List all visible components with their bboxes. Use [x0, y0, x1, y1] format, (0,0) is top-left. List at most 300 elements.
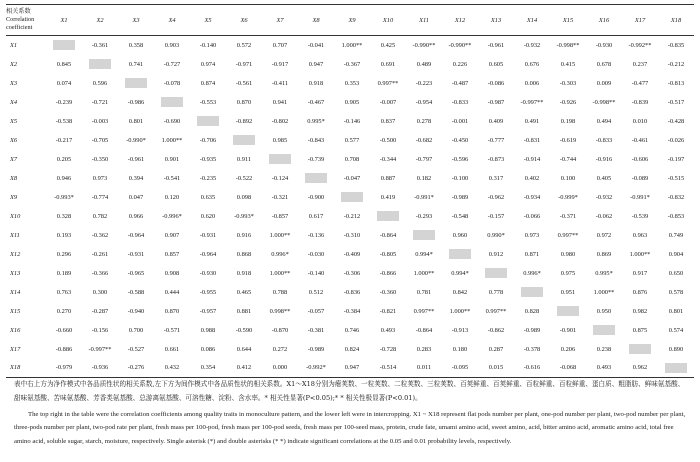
table-cell: -0.954	[415, 98, 433, 106]
table-cell: 0.605	[488, 60, 504, 68]
table-cell: -0.619	[559, 136, 577, 144]
table-cell: -0.590	[235, 326, 253, 334]
table-cell: 0.875	[632, 326, 648, 334]
table-cell: 1.000**	[593, 288, 615, 296]
table-cell: 0.972	[596, 231, 612, 239]
table-row	[6, 55, 694, 74]
table-row	[6, 359, 694, 378]
table-cell: 0.707	[272, 41, 288, 49]
column-header: X3	[118, 5, 154, 36]
table-row	[6, 112, 694, 131]
table-cell: -0.914	[523, 155, 541, 163]
row-label: X11	[10, 231, 20, 239]
table-cell: -0.990*	[126, 136, 146, 144]
table-cell: 0.824	[344, 345, 360, 353]
table-cell: -0.957	[199, 307, 217, 315]
table-cell: -0.366	[91, 269, 109, 277]
table-row	[6, 188, 694, 207]
table-cell: -0.596	[451, 155, 469, 163]
table-cell: 0.278	[416, 117, 432, 125]
table-cell: 0.493	[586, 359, 622, 378]
table-cell: -0.962	[487, 193, 505, 201]
table-cell: -0.705	[91, 136, 109, 144]
column-header: X13	[478, 5, 514, 36]
diagonal-shade	[161, 97, 183, 107]
table-cell: 0.997**	[485, 307, 507, 315]
table-cell: -0.515	[667, 174, 685, 182]
row-label: X16	[10, 326, 21, 334]
diagonal-shade	[665, 363, 687, 373]
table-cell: -0.930	[595, 41, 613, 49]
table-cell: -0.931	[127, 250, 145, 258]
table-cell: -0.986	[127, 98, 145, 106]
table-cell: 0.870	[236, 98, 252, 106]
table-cell: 0.890	[668, 345, 684, 353]
table-cell: 0.918	[236, 269, 252, 277]
diagonal-shade	[53, 40, 75, 50]
table-cell: 0.465	[236, 288, 252, 296]
column-header: X16	[586, 5, 622, 36]
table-cell: -0.797	[415, 155, 433, 163]
table-cell: 0.950	[596, 307, 612, 315]
table-cell: -0.239	[55, 98, 73, 106]
table-cell: -0.303	[559, 79, 577, 87]
table-cell: -0.843	[307, 136, 325, 144]
table-cell: 1.000**	[413, 269, 435, 277]
table-cell: 0.206	[560, 345, 576, 353]
table-cell: 0.997**	[557, 231, 579, 239]
table-cell: 0.047	[128, 193, 144, 201]
table-cell: 0.700	[128, 326, 144, 334]
diagonal-shade	[89, 59, 111, 69]
table-cell: -0.721	[91, 98, 109, 106]
table-cell: -0.987	[487, 98, 505, 106]
table-cell: -0.866	[379, 269, 397, 277]
table-row	[6, 283, 694, 302]
table-cell: -0.853	[667, 212, 685, 220]
table-cell: 0.489	[416, 60, 432, 68]
table-cell: 0.951	[560, 288, 576, 296]
column-header: X10	[370, 5, 406, 36]
row-label: X5	[10, 117, 18, 125]
table-cell: -0.998**	[592, 98, 616, 106]
row-label: X7	[10, 155, 18, 163]
table-cell: 0.180	[452, 345, 468, 353]
table-cell: 1.000**	[269, 269, 291, 277]
table-cell: 0.425	[380, 41, 396, 49]
table-cell: -0.990**	[448, 41, 472, 49]
table-cell: -0.930	[199, 269, 217, 277]
diagonal-shade	[197, 116, 219, 126]
diagonal-cell	[370, 207, 406, 226]
table-cell: -0.606	[631, 155, 649, 163]
table-cell: -0.030	[307, 250, 325, 258]
table-cell: 0.876	[632, 288, 648, 296]
diagonal-cell	[478, 264, 514, 283]
table-cell: 0.577	[344, 136, 360, 144]
table-cell: 0.419	[380, 193, 396, 201]
diagonal-shade	[449, 249, 471, 259]
table-cell: 0.763	[56, 288, 72, 296]
table-cell: 0.402	[524, 174, 540, 182]
table-cell: 0.708	[344, 155, 360, 163]
diagonal-shade	[377, 211, 399, 221]
table-cell: -0.588	[127, 288, 145, 296]
table-cell: 0.996*	[271, 250, 289, 258]
table-cell: -0.066	[523, 212, 541, 220]
table-cell: 0.635	[200, 193, 216, 201]
table-cell: 0.905	[344, 98, 360, 106]
table-cell: -0.832	[667, 193, 685, 201]
table-cell: -0.124	[271, 174, 289, 182]
row-label: X10	[10, 212, 21, 220]
table-cell: -0.862	[487, 326, 505, 334]
table-cell: -0.212	[343, 212, 361, 220]
table-cell: -0.998**	[556, 41, 580, 49]
table-cell: -0.306	[343, 269, 361, 277]
table-cell: -0.993*	[234, 212, 254, 220]
table-cell: -0.026	[667, 136, 685, 144]
table-cell: -0.057	[307, 307, 325, 315]
table-cell: -0.561	[235, 79, 253, 87]
table-cell: 0.205	[56, 155, 72, 163]
table-cell: -0.409	[343, 250, 361, 258]
column-header: X1	[46, 5, 82, 36]
table-cell: -0.833	[451, 98, 469, 106]
table-cell: 0.985	[272, 136, 288, 144]
diagonal-cell	[82, 55, 118, 74]
table-cell: 0.918	[308, 79, 324, 87]
table-cell: -0.964	[127, 231, 145, 239]
table-cell: -0.990**	[412, 41, 436, 49]
row-label: X12	[10, 250, 21, 258]
column-header: X15	[550, 5, 586, 36]
table-cell: 0.405	[596, 174, 612, 182]
table-cell: -0.690	[163, 117, 181, 125]
table-cell: -0.836	[343, 288, 361, 296]
table-cell: 0.617	[308, 212, 324, 220]
column-header: X4	[154, 5, 190, 36]
table-cell: -0.321	[271, 193, 289, 201]
table-cell: 0.941	[272, 98, 288, 106]
table-cell: -0.136	[307, 231, 325, 239]
table-cell: 0.801	[128, 117, 144, 125]
diagonal-cell	[406, 226, 442, 245]
diagonal-cell	[226, 131, 262, 150]
table-row	[6, 36, 694, 55]
table-cell: -0.350	[91, 155, 109, 163]
table-cell: -0.100	[451, 174, 469, 182]
table-cell: 0.995*	[595, 269, 613, 277]
table-cell: -0.047	[343, 174, 361, 182]
table-cell: 0.947	[308, 60, 324, 68]
table-row	[6, 226, 694, 245]
diagonal-cell	[442, 245, 478, 264]
table-cell: -0.571	[163, 326, 181, 334]
diagonal-shade	[341, 192, 363, 202]
table-cell: 0.903	[164, 41, 180, 49]
table-cell: 0.778	[488, 288, 504, 296]
table-cell: -0.892	[235, 117, 253, 125]
column-header: X12	[442, 5, 478, 36]
table-cell: 0.887	[380, 174, 396, 182]
table-cell: -0.955	[199, 288, 217, 296]
table-cell: -0.940	[127, 307, 145, 315]
table-cell: 0.296	[56, 250, 72, 258]
table-cell: 0.982	[632, 307, 648, 315]
table-cell: -0.197	[667, 155, 685, 163]
corner-label-cn: 相关系数	[6, 8, 31, 15]
table-cell: 0.998**	[269, 307, 291, 315]
table-note-english: The top right in the table were the correlation coefficients among quality traits in monoculture pattern, and the lower left were in intercropping. X1 ~ X18 represent flat pods number per plant, one-pod number per plant, two-pod number per plant, three-pods number per plant, two-pod rate per plant, fresh mass per 100-pod, fresh mass per 100-pod seeds, fresh mass per 100-seed mass, protein, crude fate, umami amino acid, sweet amino, acid, bitter amino acid, aromatic amino acid, total free amino acid, soluble sugar, starch, moisture, respectively. Single asterisk (*) and double asterisks (* *) indicate significant correlations at the 0.05 and 0.01 probability levels, respectively.	[14, 411, 686, 445]
table-cell: -0.095	[442, 359, 478, 378]
column-header: X9	[334, 5, 370, 36]
table-cell: -0.411	[271, 79, 289, 87]
table-cell: 0.300	[92, 288, 108, 296]
table-cell: 0.493	[380, 326, 396, 334]
table-cell: 0.996*	[523, 269, 541, 277]
diagonal-cell	[658, 359, 694, 378]
table-cell: -0.917	[271, 60, 289, 68]
table-cell: -0.864	[415, 326, 433, 334]
table-cell: 0.973	[92, 174, 108, 182]
table-cell: 0.412	[226, 359, 262, 378]
table-cell: 0.963	[632, 231, 648, 239]
column-header: X8	[298, 5, 334, 36]
diagonal-shade	[485, 268, 507, 278]
table-cell: -0.979	[46, 359, 82, 378]
table-cell: 0.857	[164, 250, 180, 258]
table-cell: -0.467	[307, 98, 325, 106]
table-cell: -0.378	[523, 345, 541, 353]
table-cell: 0.973	[524, 231, 540, 239]
table-cell: -0.522	[235, 174, 253, 182]
diagonal-shade	[629, 344, 651, 354]
table-cell: -0.287	[91, 307, 109, 315]
table-note-chinese: 表中右上方为净作模式中各品质性状的相关系数,左下方为间作模式中各品质性状的相关系数。X1～X18分别为瘪荚数、一粒荚数、二粒荚数、三粒荚数、百荚鲜重、百荚鲜重、百粒鲜重、百粒鲜重、蛋白质、粗脂肪、鲜味氨基酸、甜味氨基酸、苦味氨基酸、芳香类氨基酸、总游离氨基酸、可溶性糖、淀粉、含水率。* 相关性显著(P<0.05);* * 相关性极显著(P<0.01)。	[14, 380, 685, 402]
table-cell: 1.000**	[161, 136, 183, 144]
table-cell: -0.362	[91, 231, 109, 239]
table-cell: -0.235	[199, 174, 217, 182]
corner-label-en: Correlation coefficient	[6, 16, 35, 31]
table-cell: 0.074	[56, 79, 72, 87]
table-cell: 0.086	[200, 345, 216, 353]
table-cell: -0.901	[559, 326, 577, 334]
table-cell: -0.961	[127, 155, 145, 163]
diagonal-cell	[622, 340, 658, 359]
table-cell: 0.572	[236, 41, 252, 49]
table-cell: 0.353	[344, 79, 360, 87]
table-cell: 0.874	[200, 79, 216, 87]
table-cell: 0.788	[272, 288, 288, 296]
table-cell: 0.904	[668, 250, 684, 258]
table-cell: -0.999*	[558, 193, 578, 201]
table-cell: -0.146	[343, 117, 361, 125]
row-label: X4	[10, 98, 18, 106]
table-cell: -0.821	[379, 307, 397, 315]
column-header: X11	[406, 5, 442, 36]
row-label: X9	[10, 193, 18, 201]
table-cell: 0.966	[128, 212, 144, 220]
table-cell: -0.833	[595, 136, 613, 144]
table-cell: -0.001	[451, 117, 469, 125]
table-row	[6, 131, 694, 150]
column-header: X5	[190, 5, 226, 36]
diagonal-cell	[262, 150, 298, 169]
table-cell: 0.997**	[413, 307, 435, 315]
table-cell: -0.616	[514, 359, 550, 378]
table-cell: -0.140	[199, 41, 217, 49]
table-cell: -0.223	[415, 79, 433, 87]
table-cell: 0.962	[622, 359, 658, 378]
table-cell: -0.989	[451, 193, 469, 201]
table-cell: 0.994*	[451, 269, 469, 277]
table-cell: -0.932	[595, 193, 613, 201]
table-cell: 0.182	[416, 174, 432, 182]
diagonal-shade	[233, 135, 255, 145]
table-cell: 0.782	[92, 212, 108, 220]
table-cell: -0.156	[91, 326, 109, 334]
table-cell: -0.361	[91, 41, 109, 49]
table-cell: -0.450	[451, 136, 469, 144]
table-cell: 0.415	[560, 60, 576, 68]
table-cell: 0.912	[488, 250, 504, 258]
table-cell: -0.774	[91, 193, 109, 201]
table-cell: -0.728	[379, 345, 397, 353]
table-row	[6, 340, 694, 359]
table-cell: -0.744	[559, 155, 577, 163]
column-header: X2	[82, 5, 118, 36]
diagonal-shade	[593, 325, 615, 335]
table-cell: -0.293	[415, 212, 433, 220]
table-cell: -0.706	[199, 136, 217, 144]
table-cell: -0.360	[379, 288, 397, 296]
table-cell: 0.870	[164, 307, 180, 315]
table-cell: 0.901	[164, 155, 180, 163]
column-header: X14	[514, 5, 550, 36]
table-cell: 0.226	[452, 60, 468, 68]
table-cell: -0.477	[631, 79, 649, 87]
table-cell: 0.409	[488, 117, 504, 125]
table-cell: 0.444	[164, 288, 180, 296]
table-cell: 0.946	[56, 174, 72, 182]
column-header: X17	[622, 5, 658, 36]
table-cell: 1.000**	[269, 231, 291, 239]
table-cell: 0.010	[632, 117, 648, 125]
diagonal-cell	[586, 321, 622, 340]
diagonal-shade	[305, 173, 327, 183]
diagonal-shade	[521, 287, 543, 297]
table-cell: 0.691	[380, 60, 396, 68]
table-cell: 0.494	[596, 117, 612, 125]
table-cell: 0.317	[488, 174, 504, 182]
table-cell: 0.644	[236, 345, 252, 353]
table-cell: -0.864	[379, 231, 397, 239]
table-cell: 0.237	[632, 60, 648, 68]
table-cell: -0.931	[199, 231, 217, 239]
table-cell: -0.217	[55, 136, 73, 144]
table-cell: -0.539	[631, 212, 649, 220]
table-cell: 0.650	[668, 269, 684, 277]
table-cell: -0.007	[379, 98, 397, 106]
table-body	[6, 36, 694, 378]
table-cell: 0.960	[452, 231, 468, 239]
diagonal-cell	[550, 302, 586, 321]
table-cell: -0.538	[55, 117, 73, 125]
table-cell: 0.238	[596, 345, 612, 353]
table-cell: -0.041	[307, 41, 325, 49]
table-cell: -0.682	[415, 136, 433, 144]
table-cell: 0.596	[92, 79, 108, 87]
table-cell: -0.078	[163, 79, 181, 87]
table-cell: -0.835	[667, 41, 685, 49]
table-cell: 0.578	[668, 288, 684, 296]
table-cell: 0.193	[56, 231, 72, 239]
table-cell: -0.527	[127, 345, 145, 353]
table-cell: 0.272	[272, 345, 288, 353]
table-header	[6, 5, 694, 36]
table-row	[6, 169, 694, 188]
table-cell: -0.367	[343, 60, 361, 68]
table-cell: 0.749	[668, 231, 684, 239]
table-cell: 0.975	[560, 269, 576, 277]
table-cell: 1.000**	[449, 307, 471, 315]
table-cell: -0.964	[199, 250, 217, 258]
table-cell: 0.974	[200, 60, 216, 68]
correlation-table	[6, 4, 694, 378]
table-cell: -0.003	[91, 117, 109, 125]
table-cell: -0.961	[487, 41, 505, 49]
table-cell: 0.917	[632, 269, 648, 277]
table-cell: 0.746	[344, 326, 360, 334]
table-cell: 0.328	[56, 212, 72, 220]
table-cell: 0.988	[200, 326, 216, 334]
table-cell: -0.086	[487, 79, 505, 87]
table-cell: 0.009	[596, 79, 612, 87]
table-cell: 0.354	[190, 359, 226, 378]
column-header: X6	[226, 5, 262, 36]
table-cell: -0.989	[523, 326, 541, 334]
table-cell: 0.911	[236, 155, 252, 163]
table-cell: -0.514	[370, 359, 406, 378]
row-label: X1	[10, 41, 18, 49]
diagonal-cell	[118, 74, 154, 93]
column-header: X7	[262, 5, 298, 36]
row-label: X3	[10, 79, 18, 87]
table-cell: -0.805	[379, 250, 397, 258]
table-cell: -0.936	[82, 359, 118, 378]
table-cell: 0.908	[164, 269, 180, 277]
table-cell: -0.310	[343, 231, 361, 239]
table-cell: -0.991*	[630, 193, 650, 201]
table-cell: -0.276	[118, 359, 154, 378]
table-cell: 0.678	[596, 60, 612, 68]
table-cell: -0.062	[595, 212, 613, 220]
table-cell: -0.384	[343, 307, 361, 315]
table-row	[6, 264, 694, 283]
table-cell: 0.283	[416, 345, 432, 353]
table-cell: 0.868	[236, 250, 252, 258]
table-cell: -0.932	[523, 41, 541, 49]
table-cell: -0.777	[487, 136, 505, 144]
diagonal-cell	[190, 112, 226, 131]
table-cell: -0.461	[631, 136, 649, 144]
table-cell: 0.741	[128, 60, 144, 68]
table-cell: 0.620	[200, 212, 216, 220]
table-cell: -0.989	[307, 345, 325, 353]
table-cell: -0.991*	[414, 193, 434, 201]
table-cell: 0.098	[236, 193, 252, 201]
